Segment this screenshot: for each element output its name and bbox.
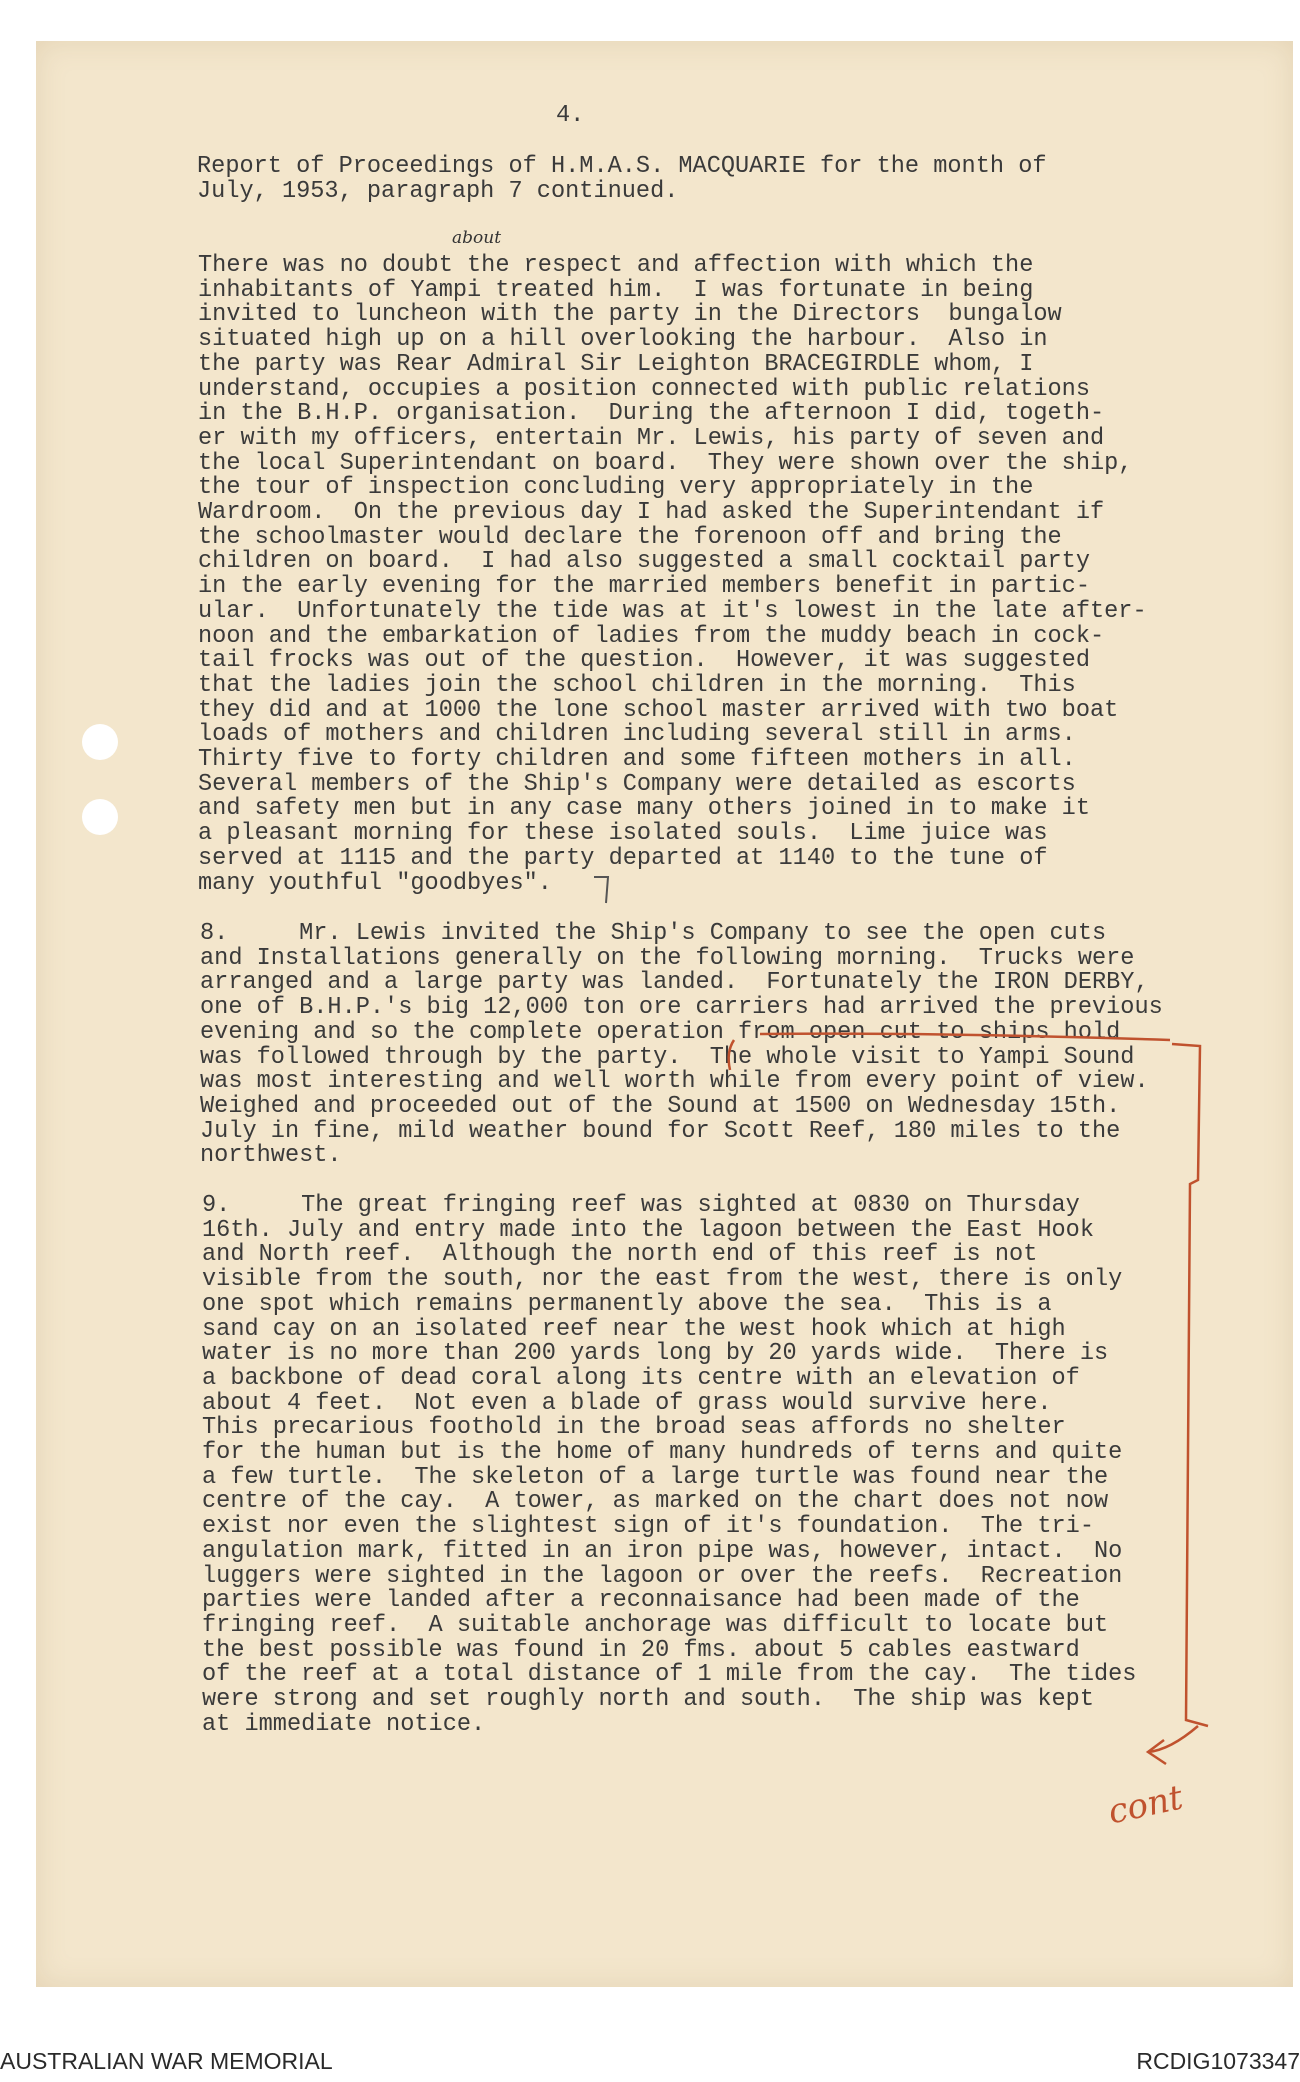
footer-document-id: RCDIG1073347 <box>1136 2048 1300 2074</box>
text-line: the local Superintendant on board. They were shown over the ship, <box>198 449 1133 477</box>
text-line: evening and so the complete operation from open cut to ships hold <box>200 1018 1121 1046</box>
text-line: tail frocks was out of the question. However, it was suggested <box>198 647 1090 675</box>
text-line: exist nor even the slightest sign of it's foundation. The tri- <box>202 1513 1094 1541</box>
text-line: arranged and a large party was landed. Fortunately the IRON DERBY, <box>200 969 1149 997</box>
text-line: the schoolmaster would declare the forenoon off and bring the <box>198 523 1062 551</box>
text-line: angulation mark, fitted in an iron pipe was, however, intact. No <box>202 1537 1123 1565</box>
text-line: in the early evening for the married members benefit in partic- <box>198 573 1090 601</box>
text-line: luggers were sighted in the lagoon or over the reefs. Recreation <box>202 1562 1123 1590</box>
text-line: that the ladies join the school children in the morning. This <box>198 671 1076 699</box>
text-line: water is no more than 200 yards long by 20 yards wide. There is <box>202 1340 1109 1368</box>
text-line: in the B.H.P. organisation. During the afternoon I did, togeth- <box>198 400 1105 428</box>
text-line: the best possible was found in 20 fms. about 5 cables eastward <box>202 1636 1080 1664</box>
text-line: and North reef. Although the north end of this reef is not <box>202 1241 1038 1269</box>
arrow-mark <box>1148 1726 1198 1752</box>
text-line: fringing reef. A suitable anchorage was difficult to locate but <box>202 1611 1109 1639</box>
text-line: at immediate notice. <box>202 1710 486 1738</box>
text-line: about 4 feet. Not even a blade of grass would survive here. <box>202 1389 1052 1417</box>
text-line: one spot which remains permanently above the sea. This is a <box>202 1290 1052 1318</box>
header-line: July, 1953, paragraph 7 continued. <box>197 177 679 205</box>
text-line: There was no doubt the respect and affection with which the <box>198 252 1034 279</box>
margin-note-cont: cont <box>1104 1777 1187 1833</box>
text-line: inhabitants of Yampi treated him. I was fortunate in being <box>198 276 1034 304</box>
bracket-start-mark <box>729 1040 734 1070</box>
text-line: 9. The great fringing reef was sighted at 0830 on Thursday <box>202 1192 1080 1219</box>
text-line: of the reef at a total distance of 1 mile from the cay. The tides <box>202 1661 1137 1689</box>
text-line: for the human but is the home of many hundreds of terns and quite <box>202 1439 1123 1467</box>
text-line: the tour of inspection concluding very appropriately in the <box>198 474 1034 502</box>
text-line: er with my officers, entertain Mr. Lewis, his party of seven and <box>198 424 1105 452</box>
text-line: July in fine, mild weather bound for Scott Reef, 180 miles to the <box>200 1117 1121 1145</box>
footer-institution: AUSTRALIAN WAR MEMORIAL <box>0 2048 333 2074</box>
text-line: was most interesting and well worth while from every point of view. <box>200 1068 1149 1096</box>
text-line: many youthful "goodbyes". <box>198 869 552 897</box>
text-line: situated high up on a hill overlooking the harbour. Also in <box>198 326 1048 354</box>
text-line: Wardroom. On the previous day I had asked the Superintendant if <box>198 499 1105 527</box>
text-line: parties were landed after a reconnaisance had been made of the <box>202 1587 1080 1615</box>
text-line: invited to luncheon with the party in the Directors bungalow <box>198 301 1062 329</box>
text-line: noon and the embarkation of ladies from the muddy beach in cock- <box>198 622 1105 650</box>
side-bracket-mark <box>1172 1044 1208 1726</box>
handwritten-insertion-about: about <box>452 228 502 248</box>
text-line: Weighed and proceeded out of the Sound at 1500 on Wednesday 15th. <box>200 1092 1121 1120</box>
text-line: 16th. July and entry made into the lagoon between the East Hook <box>202 1216 1094 1244</box>
text-line: Several members of the Ship's Company were detailed as escorts <box>198 770 1076 798</box>
text-line: visible from the south, nor the east from the west, there is only <box>202 1266 1123 1294</box>
text-line: sand cay on an isolated reef near the west hook which at high <box>202 1315 1066 1343</box>
text-line: understand, occupies a position connected with public relations <box>198 375 1090 403</box>
text-line: children on board. I had also suggested a small cocktail party <box>198 548 1090 576</box>
text-line: a pleasant morning for these isolated souls. Lime juice was <box>198 820 1048 848</box>
text-line: and safety men but in any case many others joined in to make it <box>198 795 1090 823</box>
closing-bracket-mark <box>594 877 608 903</box>
text-line: centre of the cay. A tower, as marked on the chart does not now <box>202 1488 1109 1516</box>
text-line: were strong and set roughly north and south. The ship was kept <box>202 1686 1094 1714</box>
text-line: Thirty five to forty children and some fifteen mothers in all. <box>198 746 1076 774</box>
text-line: loads of mothers and children including several still in arms. <box>198 721 1076 749</box>
header-line: Report of Proceedings of H.M.A.S. MACQUARIE for the month of <box>197 153 1047 180</box>
page-number: 4. <box>556 102 585 129</box>
text-line: a backbone of dead coral along its centre with an elevation of <box>202 1364 1080 1392</box>
text-line: 8. Mr. Lewis invited the Ship's Company to see the open cuts <box>200 920 1107 947</box>
text-line: a few turtle. The skeleton of a large turtle was found near the <box>202 1463 1109 1491</box>
text-line: was followed through by the party. The whole visit to Yampi Sound <box>200 1043 1135 1071</box>
text-line: This precarious foothold in the broad seas affords no shelter <box>202 1414 1066 1442</box>
text-line: the party was Rear Admiral Sir Leighton BRACEGIRDLE whom, I <box>198 350 1034 378</box>
text-line: and Installations generally on the following morning. Trucks were <box>200 944 1135 972</box>
text-line: one of B.H.P.'s big 12,000 ton ore carriers had arrived the previous <box>200 994 1163 1022</box>
text-line: ular. Unfortunately the tide was at it's lowest in the late after- <box>198 597 1147 625</box>
underline-mark <box>760 1034 1170 1040</box>
text-line: they did and at 1000 the lone school master arrived with two boat <box>198 696 1119 724</box>
text-line: served at 1115 and the party departed at 1140 to the tune of <box>198 844 1048 872</box>
text-line: northwest. <box>200 1142 342 1170</box>
